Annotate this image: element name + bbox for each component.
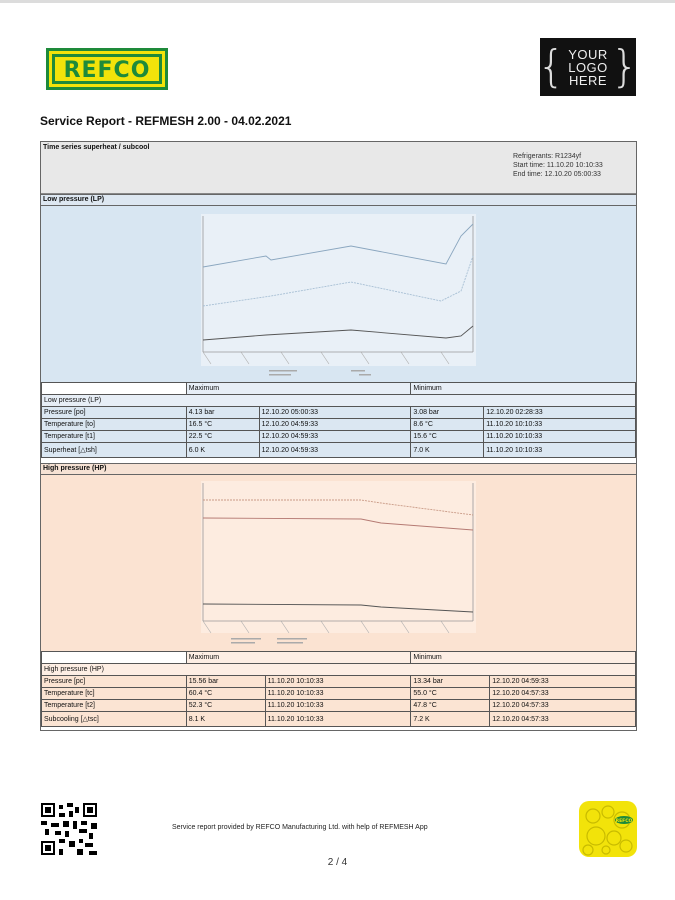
row-label: Temperature [tc] [42,688,187,700]
lp-section-title: Low pressure (LP) [41,194,636,206]
lp-col-max: Maximum [186,383,411,395]
min-time: 11.10.20 10:10:33 [484,419,636,431]
top-edge [0,0,675,3]
report-frame [40,141,637,731]
max-value: 16.5 °C [186,419,259,431]
report-title: Service Report - REFMESH 2.00 - 04.02.2021 [40,114,292,128]
your-logo-placeholder [537,38,639,96]
hp-subtitle-row [42,664,636,676]
table-row [42,712,636,727]
table-row [42,443,636,458]
hp-col-header-row [42,652,636,664]
min-time: 12.10.20 02:28:33 [484,407,636,419]
row-label: Temperature [t2] [42,700,187,712]
min-time: 11.10.20 10:10:33 [484,443,636,458]
max-time: 12.10.20 04:59:33 [259,419,411,431]
lp-subtitle: Low pressure (LP) [42,395,636,407]
lp-col-header-row [42,383,636,395]
min-value: 13.34 bar [411,676,490,688]
table-row [42,700,636,712]
lp-chart-area [41,206,636,382]
lp-col-min: Minimum [411,383,636,395]
hp-section-title: High pressure (HP) [41,463,636,475]
qr-code-icon [41,803,97,855]
footer-provided-by: Service report provided by REFCO Manufacturing Ltd. with help of REFMESH App [172,824,428,831]
max-time: 12.10.20 04:59:33 [259,431,411,443]
table-row [42,676,636,688]
logo-word-your: YOUR [568,46,608,62]
start-time: Start time: 11.10.20 10:10:33 [513,162,603,169]
max-value: 8.1 K [186,712,265,727]
max-time: 12.10.20 05:00:33 [259,407,411,419]
min-value: 55.0 °C [411,688,490,700]
table-row [42,688,636,700]
row-label: Pressure [po] [42,407,187,419]
table-row [42,407,636,419]
hp-col-min: Minimum [411,652,636,664]
refco-logo [42,40,172,96]
max-value: 4.13 bar [186,407,259,419]
table-row [42,431,636,443]
svg-text:REFCO: REFCO [63,58,151,83]
min-time: 11.10.20 10:10:33 [484,431,636,443]
min-value: 8.6 °C [411,419,484,431]
lp-stats-table [41,382,636,458]
time-series-header [41,142,636,194]
lp-subtitle-row [42,395,636,407]
table-row [42,419,636,431]
min-time: 12.10.20 04:57:33 [490,700,636,712]
time-series-title: Time series superheat / subcool [43,144,150,151]
lp-empty-header [42,383,187,395]
row-label: Subcooling [△tsc] [42,712,187,727]
lp-chart [41,206,636,382]
hp-subtitle: High pressure (HP) [42,664,636,676]
max-value: 52.3 °C [186,700,265,712]
row-label: Temperature [to] [42,419,187,431]
end-time: End time: 12.10.20 05:00:33 [513,171,601,178]
logo-word-logo: LOGO [568,59,608,75]
logo-word-here: HERE [568,72,608,88]
svg-text:REFCO: REFCO [615,819,633,824]
row-label: Pressure [pc] [42,676,187,688]
lp-plot-bg [201,214,476,366]
right-brace-glyph: } [610,41,639,92]
max-time: 12.10.20 04:59:33 [259,443,411,458]
min-value: 15.6 °C [411,431,484,443]
max-value: 15.56 bar [186,676,265,688]
min-value: 47.8 °C [411,700,490,712]
max-time: 11.10.20 10:10:33 [265,688,411,700]
left-brace-glyph: { [537,41,566,92]
min-time: 12.10.20 04:59:33 [490,676,636,688]
max-time: 11.10.20 10:10:33 [265,676,411,688]
min-value: 7.0 K [411,443,484,458]
refrigerants: Refrigerants: R1234yf [513,153,582,160]
hp-legend [231,638,307,644]
row-label: Superheat [△tsh] [42,443,187,458]
min-time: 12.10.20 04:57:33 [490,688,636,700]
min-value: 7.2 K [411,712,490,727]
page-number: 2 / 4 [327,857,348,868]
max-time: 11.10.20 10:10:33 [265,712,411,727]
max-value: 60.4 °C [186,688,265,700]
hp-col-max: Maximum [186,652,411,664]
time-series-meta [513,152,603,179]
refmesh-app-icon [578,800,638,858]
max-value: 22.5 °C [186,431,259,443]
max-time: 11.10.20 10:10:33 [265,700,411,712]
hp-empty-header [42,652,187,664]
your-logo-text [565,48,611,87]
row-label: Temperature [t1] [42,431,187,443]
hp-stats-table [41,651,636,727]
max-value: 6.0 K [186,443,259,458]
hp-chart [41,475,636,651]
min-time: 12.10.20 04:57:33 [490,712,636,727]
hp-chart-area [41,475,636,651]
min-value: 3.08 bar [411,407,484,419]
lp-legend [269,370,371,376]
